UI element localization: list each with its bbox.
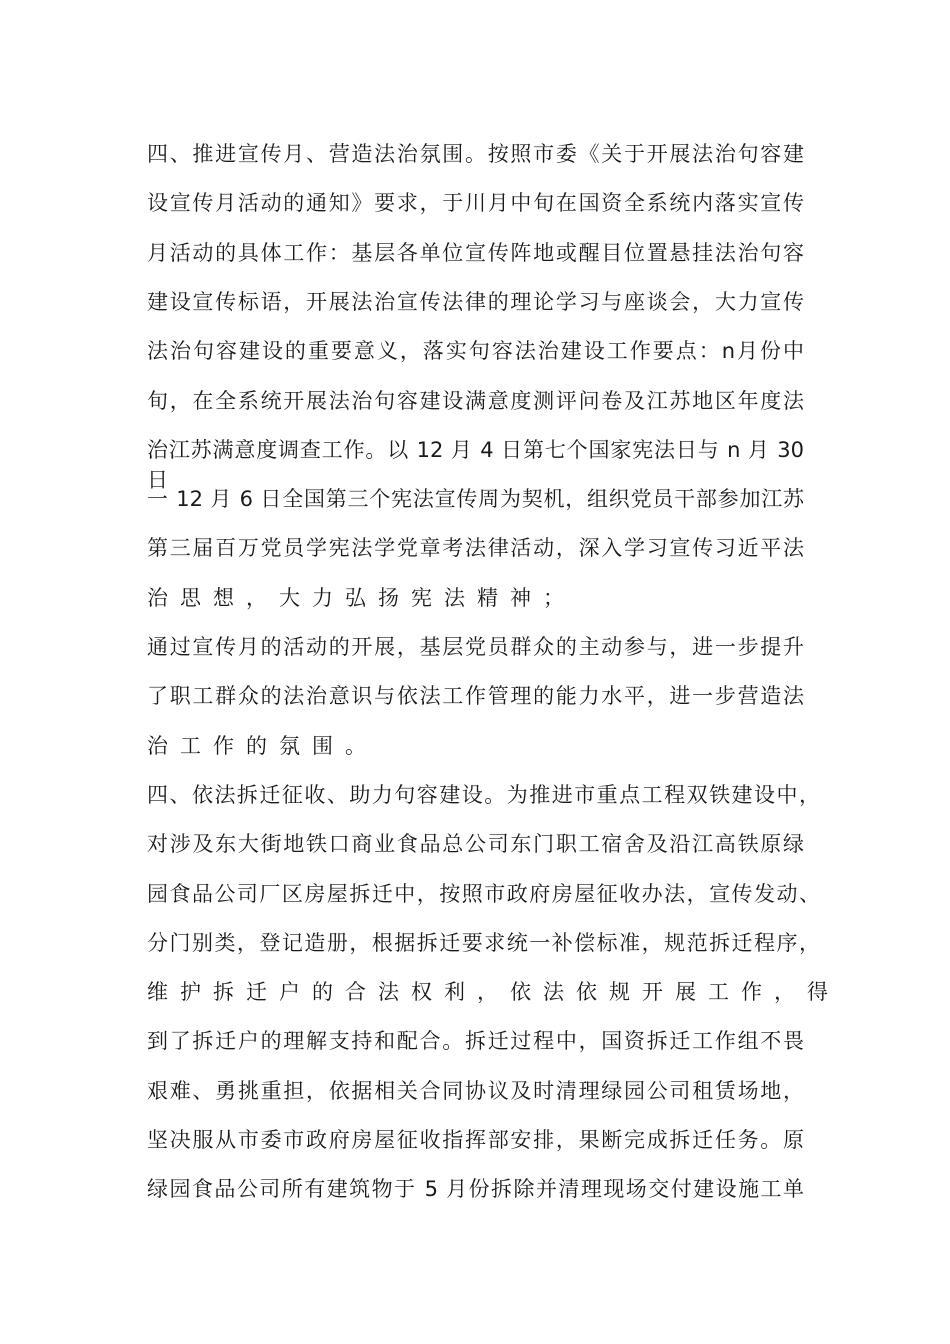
text-line: 旬，在全系统开展法治句容建设满意度测评问卷及江苏地区年度法 — [147, 388, 804, 413]
text-line: 四、推进宣传月、营造法治氛围。按照市委《关于开展法治句容建 — [147, 142, 804, 166]
text-line: 四、依法拆迁征收、助力句容建设。为推进市重点工程双铁建设中， — [147, 782, 820, 807]
text-line: 分门别类，登记造册，根据拆迁要求统一补偿标准，规范拆迁程序， — [147, 930, 820, 955]
text-line: 治思想，大力弘扬宪法精神； — [147, 585, 576, 610]
text-line: 到了拆迁户的理解支持和配合。拆迁过程中，国资拆迁工作组不畏 — [147, 1029, 804, 1054]
text-line: 绿园食品公司所有建筑物于 5 月份拆除并清理现场交付建设施工单 — [147, 1177, 804, 1202]
text-line: 治工作的氛围。 — [147, 733, 378, 758]
text-line: 了职工群众的法治意识与依法工作管理的能力水平，进一步营造法 — [147, 684, 804, 709]
text-line: 坚决服从市委市政府房屋征收指挥部安排，果断完成拆迁任务。原 — [147, 1128, 804, 1152]
text-line: 建设宣传标语，开展法治宣传法律的理论学习与座谈会，大力宣传 — [147, 289, 804, 314]
text-line: 维护拆迁户的合法权利，依法依规开展工作，得 — [147, 980, 840, 1005]
text-line: 园食品公司厂区房屋拆迁中，按照市政府房屋征收办法，宣传发动、 — [147, 881, 820, 906]
text-line: 治江苏满意度调查工作。以 12 月 4 日第七个国家宪法日与 n 月 30 日 — [147, 437, 804, 492]
text-line: 第三届百万党员学宪法学党章考法律活动，深入学习宣传习近平法 — [147, 536, 804, 561]
text-line: 一 12 月 6 日全国第三个宪法宣传周为契机，组织党员干部参加江苏 — [147, 487, 804, 512]
text-line: 通过宣传月的活动的开展，基层党员群众的主动参与，进一步提升 — [147, 635, 804, 659]
text-line: 法治句容建设的重要意义，落实句容法治建设工作要点：n月份中 — [147, 339, 804, 364]
text-line: 月活动的具体工作：基层各单位宣传阵地或醒目位置悬挂法治句容 — [147, 240, 804, 265]
text-line: 对涉及东大街地铁口商业食品总公司东门职工宿舍及沿江高铁原绿 — [147, 832, 804, 857]
text-line: 设宣传月活动的通知》要求，于川月中旬在国资全系统内落实宣传 — [147, 191, 804, 216]
text-line: 艰难、勇挑重担，依据相关合同协议及时清理绿园公司租赁场地， — [147, 1078, 804, 1103]
